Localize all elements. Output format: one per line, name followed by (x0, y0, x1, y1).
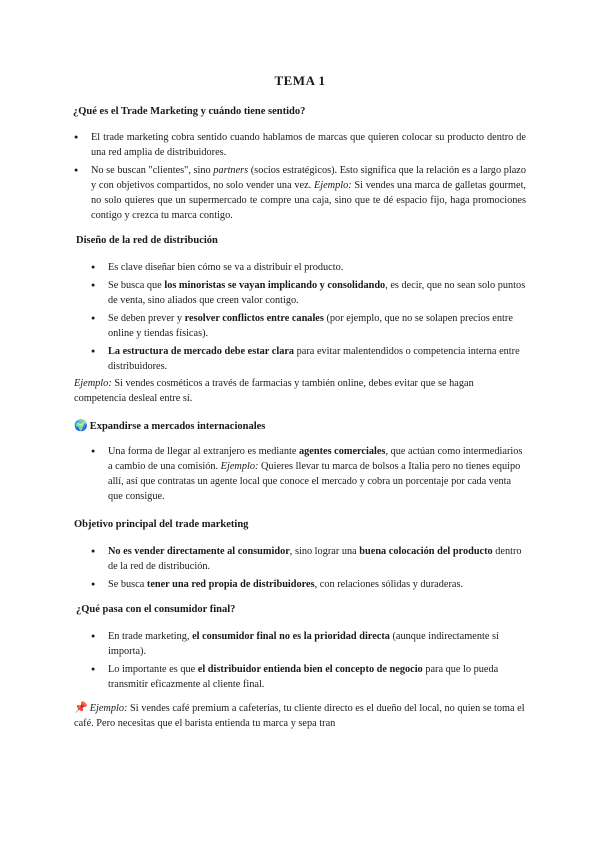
heading-main-objective: Objetivo principal del trade marketing (74, 519, 249, 530)
heading-final-consumer: ¿Qué pasa con el consumidor final? (76, 604, 236, 615)
list-international (108, 444, 528, 507)
list-item: ● Lo importante es que el distribuidor entienda bien el concepto de negocio para que lo pueda transmitir eficazmente al cliente final. (108, 662, 528, 692)
list-objective (108, 544, 528, 595)
list-what-is (91, 130, 526, 226)
list-item: ● Se deben prever y resolver conflictos entre canales (por ejemplo, que no se solapen precios entre online y tiendas físicas). (108, 311, 528, 341)
list-item: ● La estructura de mercado debe estar clara para evitar malentendidos o competencia interna entre distribuidores. (108, 344, 528, 374)
globe-icon: 🌍 (74, 419, 88, 432)
list-item: ● Se busca que los minoristas se vayan implicando y consolidando, es decir, que no sean solo puntos de venta, sino aliados que creen valor contigo. (108, 278, 528, 308)
document-title: TEMA 1 (274, 73, 326, 88)
heading-international-markets: 🌍 Expandirse a mercados internacionales (74, 419, 266, 432)
list-final-consumer (108, 629, 528, 695)
list-distribution (108, 260, 528, 377)
list-item: ● En trade marketing, el consumidor final no es la prioridad directa (aunque indirectamente sí importa). (108, 629, 528, 659)
list-item: ● El trade marketing cobra sentido cuando hablamos de marcas que quieren colocar su producto dentro de una red amplia de distribuidores. (91, 130, 526, 160)
list-item: ● Se busca tener una red propia de distribuidores, con relaciones sólidas y duraderas. (108, 577, 528, 592)
list-item: ● Es clave diseñar bien cómo se va a distribuir el producto. (108, 260, 528, 275)
list-item: ● No es vender directamente al consumidor, sino lograr una buena colocación del producto dentro de la red de distribución. (108, 544, 528, 574)
example-cosmetics: Ejemplo: Si vendes cosméticos a través de farmacias y también online, debes evitar que se hagan competencia desleal entre sí. (74, 378, 474, 404)
heading-what-is-trade-marketing: ¿Qué es el Trade Marketing y cuándo tiene sentido? (73, 106, 306, 117)
list-item: ● Una forma de llegar al extranjero es mediante agentes comerciales, que actúan como intermediarios a cambio de una comisión. Ejemplo: Quieres llevar tu marca de bolsos a Italia pero no tienes equipo allí, así que contratas un agente local que conoce el mercado y cobra un porcentaje por cada venta que consigue. (108, 444, 528, 504)
example-coffee: 📌 Ejemplo: Si vendes café premium a cafeterías, tu cliente directo es el dueño del local, no quien se toma el café. Pero necesitas que el barista entienda tu marca y sepa tran (74, 701, 525, 729)
list-item: ● No se buscan "clientes", sino partners (socios estratégicos). Esto significa que la relación es a largo plazo y con objetivos compartidos, no solo vender una vez. Ejemplo: Si vendes una marca de galletas gourmet, no solo quieres que un supermercado te compre una caja, sino que te dé espacio fijo, haga promociones contigo y crezca tu marca contigo. (91, 163, 526, 223)
heading-distribution-network: Diseño de la red de distribución (76, 235, 218, 246)
pushpin-icon: 📌 (74, 701, 88, 714)
